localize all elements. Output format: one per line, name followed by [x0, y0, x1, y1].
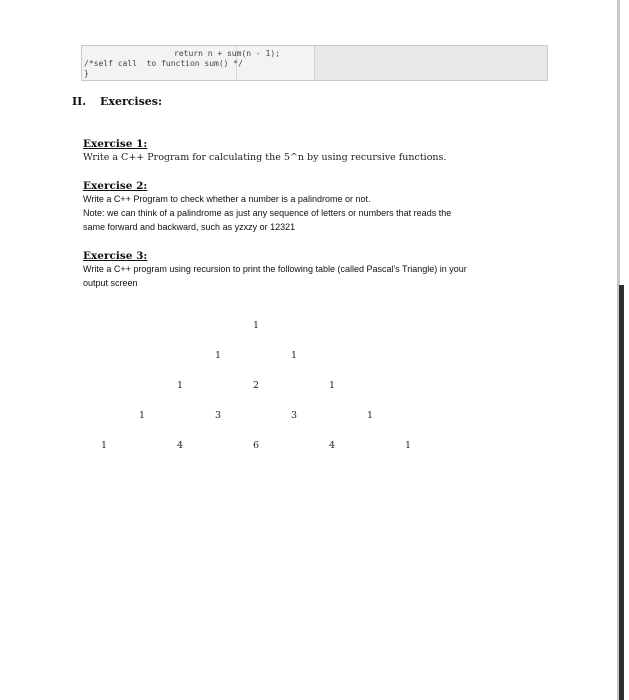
section-number: II. — [72, 95, 87, 108]
exercise-1-text: Write a C++ Program for calculating the 5^n by using recursive functions. — [83, 152, 447, 163]
exercise-3-title: Exercise 3: — [83, 250, 148, 262]
pascal-cell-r3-c3: 1 — [328, 380, 336, 391]
exercise-2-line-1: Write a C++ Program to check whether a number is a palindrome or not. — [83, 194, 371, 204]
pascal-cell-r3-c2: 2 — [252, 380, 260, 391]
exercise-1-title: Exercise 1: — [83, 138, 148, 150]
pascal-cell-r4-c1: 1 — [138, 410, 146, 421]
section-heading — [72, 95, 162, 108]
pascal-cell-r5-c3: 6 — [252, 440, 260, 451]
pascal-cell-r5-c4: 4 — [328, 440, 336, 451]
exercise-2-line-3: same forward and backward, such as yzxzy or 12321 — [83, 222, 296, 232]
code-line-brace: } — [84, 69, 89, 78]
scrollbar[interactable] — [619, 285, 624, 700]
exercise-3-line-2: output screen — [83, 278, 138, 288]
pascal-cell-r2-c2: 1 — [290, 350, 298, 361]
code-line-return: return n + sum(n - 1); — [174, 49, 280, 58]
pascal-cell-r5-c1: 1 — [100, 440, 108, 451]
code-side-panel — [314, 46, 547, 80]
pascal-cell-r4-c4: 1 — [366, 410, 374, 421]
code-snippet — [81, 45, 548, 81]
pascal-cell-r4-c3: 3 — [290, 410, 298, 421]
pascal-cell-r5-c5: 1 — [404, 440, 412, 451]
pascal-cell-r4-c2: 3 — [214, 410, 222, 421]
exercise-2-title: Exercise 2: — [83, 180, 148, 192]
exercise-3-line-1: Write a C++ program using recursion to print the following table (called Pascal's Triangle) in your — [83, 264, 467, 274]
pascal-cell-r5-c2: 4 — [176, 440, 184, 451]
pascal-cell-r2-c1: 1 — [214, 350, 222, 361]
pascal-cell-r1-c1: 1 — [252, 320, 260, 331]
code-line-comment: /*self call to function sum() */ — [84, 59, 243, 68]
exercise-2-line-2: Note: we can think of a palindrome as just any sequence of letters or numbers that reads the — [83, 208, 452, 218]
pascal-cell-r3-c1: 1 — [176, 380, 184, 391]
section-title: Exercises: — [100, 95, 163, 108]
